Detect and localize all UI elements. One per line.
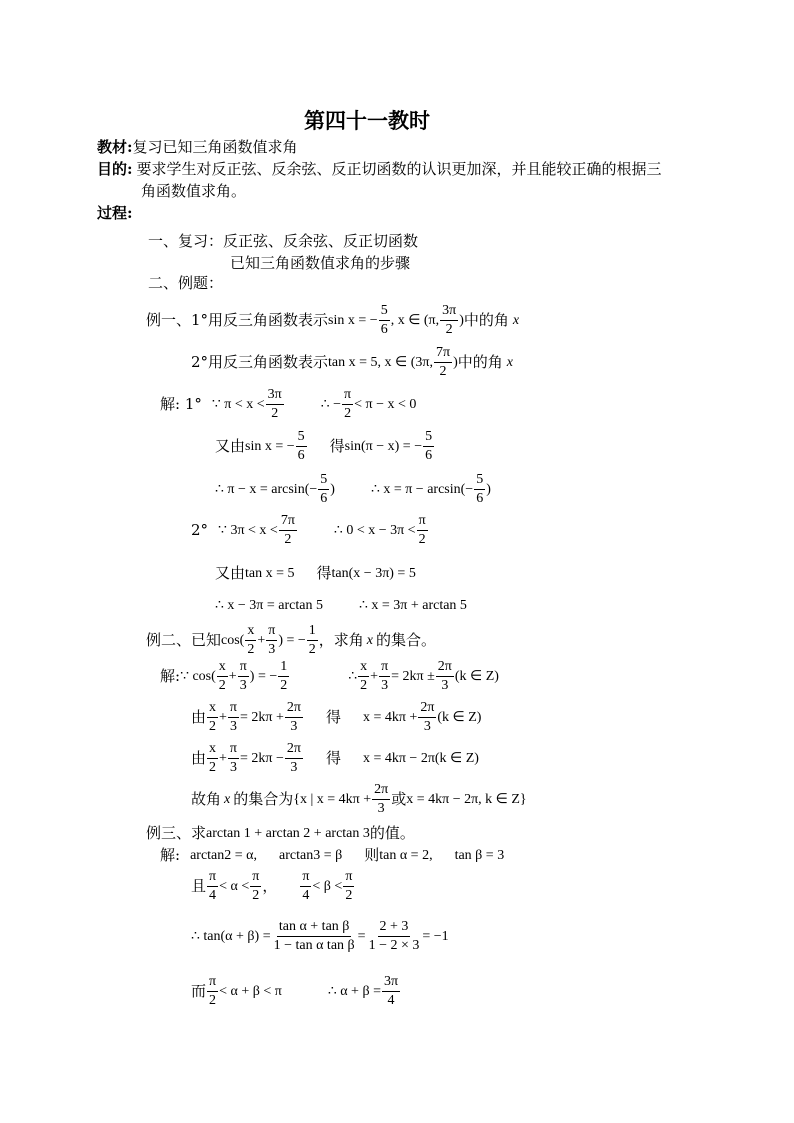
ex1-s3-math-3: ∴ x = π − arcsin(− xyxy=(370,481,474,497)
ex1-s1-label: 解: 1° xyxy=(160,395,202,413)
fraction-denominator: 2 xyxy=(418,532,426,547)
ex2-l1-pre: 例二、已知 xyxy=(146,631,222,649)
fraction-numerator: 7π xyxy=(434,346,452,363)
ex2-s1-frac-3 xyxy=(278,660,289,693)
ex1-l1-pre: 例一、1°用反三角函数表示 xyxy=(146,311,329,329)
fraction-denominator: 2 xyxy=(445,322,453,337)
ex1-solution-6 xyxy=(215,599,467,613)
ex1-l1-math: sin x = − xyxy=(328,312,378,328)
ex2-s2-pre: 由 xyxy=(191,708,207,726)
fraction-numerator: π xyxy=(228,701,239,718)
ex3-s3-frac-2 xyxy=(367,920,422,953)
ex2-s1-math-2: + xyxy=(228,668,237,684)
ex3-solution-3 xyxy=(191,920,449,953)
ex1-l2-var: x xyxy=(506,354,513,370)
ex1-solution-1 xyxy=(160,388,416,421)
ex1-s5-math-2: tan(x − 3π) = 5 xyxy=(331,565,416,581)
ex3-l1-post: 的值。 xyxy=(369,824,415,842)
ex3-s4-math: < α + β < π xyxy=(219,983,282,999)
fraction-numerator: 2π xyxy=(436,660,454,677)
ex2-s4-mid: 的集合为 xyxy=(233,790,294,808)
ex2-s4-or: 或 xyxy=(391,790,407,808)
ex2-s2-math-2: = 2kπ + xyxy=(240,709,284,725)
ex2-l1-frac-3 xyxy=(307,624,318,657)
ex2-s1-frac-2 xyxy=(238,660,249,693)
fraction-denominator: 3 xyxy=(268,642,276,657)
aim-line xyxy=(97,162,662,177)
fraction-denominator: 3 xyxy=(229,719,237,734)
fraction-numerator: x xyxy=(207,701,218,718)
fraction-denominator: 2 xyxy=(252,888,260,903)
ex1-s5-math: tan x = 5 xyxy=(245,565,295,581)
fraction-denominator: 2 xyxy=(280,678,288,693)
ex2-s2-math: + xyxy=(219,709,227,725)
fraction-denominator: 2 xyxy=(284,532,292,547)
fraction-numerator: π xyxy=(207,975,218,992)
outline-item-1-sub: 已知三角函数值求角的步骤 xyxy=(230,254,411,272)
ex2-s3-mid: 得 xyxy=(325,749,341,767)
ex3-solution-4 xyxy=(191,975,401,1008)
ex3-s3-math-3: = −1 xyxy=(422,928,449,944)
fraction-denominator: 6 xyxy=(320,491,328,506)
ex1-line-2 xyxy=(191,346,513,379)
ex1-s2-mid: 得 xyxy=(329,437,345,455)
fraction-denominator: 2 xyxy=(209,719,217,734)
ex3-s1-label: 解: xyxy=(160,846,181,864)
ex1-s1-frac-1 xyxy=(266,388,284,421)
ex3-l1-math: arctan 1 + arctan 2 + arctan 3 xyxy=(206,825,370,841)
ex3-s2-frac-4 xyxy=(343,870,354,903)
ex2-s3-frac-3 xyxy=(285,742,303,775)
fraction-numerator: 3π xyxy=(382,975,400,992)
fraction-denominator: 2 xyxy=(439,364,447,379)
ex2-line-1 xyxy=(146,624,436,657)
page-title: 第四十一教时 xyxy=(304,108,430,133)
fraction-numerator: x xyxy=(217,660,228,677)
fraction-numerator: 5 xyxy=(474,473,485,490)
ex3-s4-frac-1 xyxy=(207,975,218,1008)
ex3-s2-math-2: < β < xyxy=(312,878,343,894)
ex2-s3-math-3: x = 4kπ − 2π(k ∈ Z) xyxy=(362,750,479,766)
fraction-denominator: 6 xyxy=(380,322,388,337)
ex1-s2-pre: 又由 xyxy=(215,437,246,455)
fraction-denominator: 1 − 2 × 3 xyxy=(368,938,420,953)
ex2-s1-math-3: ) = − xyxy=(249,668,278,684)
ex1-l1-math-2: , x ∈ (π, xyxy=(390,312,440,328)
ex1-solution-5 xyxy=(215,566,416,581)
fraction-denominator: 3 xyxy=(290,760,298,775)
fraction-numerator: π xyxy=(342,388,353,405)
ex2-s2-frac-2 xyxy=(228,701,239,734)
ex2-s2-frac-3 xyxy=(285,701,303,734)
fraction-numerator: π xyxy=(343,870,354,887)
process-label: 过程: xyxy=(97,204,133,222)
ex3-s2-pre: 且 xyxy=(191,877,207,895)
fraction-denominator: 1 − tan α tan β xyxy=(273,938,355,953)
ex1-s2-frac-2 xyxy=(423,430,434,463)
fraction-denominator: 4 xyxy=(209,888,217,903)
ex2-s4-math: {x | x = 4kπ + xyxy=(293,791,372,807)
ex2-l1-frac-1 xyxy=(245,624,256,657)
outline-item-1: 一、复习：反正弦、反余弦、反正切函数 xyxy=(148,232,419,250)
ex3-s2-frac-3 xyxy=(300,870,311,903)
ex1-s2-frac-1 xyxy=(296,430,307,463)
ex2-s1-frac-5 xyxy=(379,660,390,693)
ex2-l1-post2: 的集合。 xyxy=(376,631,437,649)
ex2-s1-math-4: ∴ xyxy=(348,668,358,684)
ex1-l1-frac-1 xyxy=(379,304,390,337)
fraction-numerator: 5 xyxy=(379,304,390,321)
ex1-solution-2 xyxy=(215,430,435,463)
fraction-numerator: π xyxy=(207,870,218,887)
fraction-denominator: 2 xyxy=(218,678,226,693)
ex3-s3-frac-1 xyxy=(272,920,357,953)
ex1-l2-math: tan x = 5, x ∈ (3π, xyxy=(328,354,433,370)
ex1-line-1 xyxy=(146,304,519,337)
ex2-solution-2 xyxy=(191,701,481,734)
fraction-numerator: π xyxy=(379,660,390,677)
ex3-s1-math: arctan2 = α, xyxy=(190,847,257,863)
fraction-numerator: 2π xyxy=(372,783,390,800)
ex2-solution-1 xyxy=(160,660,499,693)
ex2-s4-var: x xyxy=(224,791,231,807)
ex3-s4-math-2: ∴ α + β = xyxy=(327,983,381,999)
fraction-denominator: 4 xyxy=(302,888,310,903)
ex1-l1-frac-2 xyxy=(440,304,458,337)
fraction-denominator: 6 xyxy=(297,448,305,463)
ex3-s1-math-3: tan α = 2, xyxy=(379,847,433,863)
ex1-s2-math-2: sin(π − x) = − xyxy=(344,438,423,454)
fraction-denominator: 6 xyxy=(425,448,433,463)
ex3-s2-frac-1 xyxy=(207,870,218,903)
fraction-numerator: π xyxy=(238,660,249,677)
ex2-s3-frac-2 xyxy=(228,742,239,775)
ex1-l1-post: 中的角 xyxy=(463,311,509,329)
ex1-s1-math: ∵ π < x < xyxy=(211,396,265,412)
fraction-numerator: 2 + 3 xyxy=(378,920,411,937)
ex2-s1-frac-4 xyxy=(358,660,369,693)
ex2-l1-math-2: + xyxy=(257,632,266,648)
fraction-numerator: x xyxy=(245,624,256,641)
fraction-numerator: π xyxy=(266,624,277,641)
ex3-s2-math: < α < xyxy=(219,878,250,894)
ex1-s5-pre: 又由 xyxy=(215,564,246,582)
fraction-denominator: 3 xyxy=(381,678,389,693)
ex3-s2-comma: ， xyxy=(262,877,278,895)
ex2-s4-frac xyxy=(372,783,390,816)
ex2-l1-post: ，求角 xyxy=(318,631,364,649)
aim-label: 目的: xyxy=(97,160,133,178)
fraction-denominator: 2 xyxy=(247,642,255,657)
ex1-s1-math-3: < π − x < 0 xyxy=(354,396,417,412)
material-label: 教材: xyxy=(97,138,133,156)
ex1-s4-math-2: ∴ 0 < x − 3π < xyxy=(333,522,416,538)
ex2-s1-label: 解: xyxy=(160,667,181,685)
ex2-s3-math: + xyxy=(219,750,227,766)
ex2-l1-math-3: ) = − xyxy=(278,632,306,648)
ex1-s4-math: ∵ 3π < x < xyxy=(218,522,278,538)
fraction-numerator: 3π xyxy=(266,388,284,405)
fraction-denominator: 2 xyxy=(271,406,279,421)
fraction-numerator: tan α + tan β xyxy=(277,920,352,937)
ex2-s2-frac-4 xyxy=(418,701,436,734)
ex2-s2-math-3: x = 4kπ + xyxy=(362,709,418,725)
ex3-s3-math: ∴ tan(α + β) = xyxy=(191,928,271,944)
fraction-denominator: 6 xyxy=(476,491,484,506)
ex2-s1-math-6: = 2kπ ± xyxy=(391,668,435,684)
material-line xyxy=(97,140,298,155)
ex2-s4-math-2: x = 4kπ − 2π, k ∈ Z} xyxy=(406,791,527,807)
fraction-numerator: 2π xyxy=(418,701,436,718)
fraction-numerator: 1 xyxy=(307,624,318,641)
ex1-s3-frac-2 xyxy=(474,473,485,506)
fraction-denominator: 4 xyxy=(387,993,395,1008)
ex3-s1-math-2: arctan3 = β xyxy=(279,847,343,863)
material-text: 复习已知三角函数值求角 xyxy=(132,138,298,156)
fraction-numerator: 2π xyxy=(285,742,303,759)
fraction-numerator: 5 xyxy=(296,430,307,447)
ex2-s1-math-5: + xyxy=(370,668,379,684)
ex1-l1-var: x xyxy=(512,312,520,328)
ex1-l1-math-3: ) xyxy=(459,312,464,328)
ex2-s1-frac-6 xyxy=(436,660,454,693)
ex1-s6-math-2: ∴ x = 3π + arctan 5 xyxy=(358,598,467,613)
fraction-denominator: 3 xyxy=(229,760,237,775)
fraction-denominator: 2 xyxy=(360,678,368,693)
fraction-numerator: 1 xyxy=(278,660,289,677)
fraction-denominator: 2 xyxy=(308,642,316,657)
ex1-l2-frac xyxy=(434,346,452,379)
fraction-denominator: 3 xyxy=(423,719,431,734)
fraction-numerator: π xyxy=(250,870,261,887)
fraction-numerator: x xyxy=(207,742,218,759)
ex3-s2-frac-2 xyxy=(250,870,261,903)
ex2-s1-math: ∵ cos( xyxy=(180,668,216,684)
ex2-l1-math: cos( xyxy=(221,632,245,648)
ex2-s4-pre: 故角 xyxy=(191,790,222,808)
fraction-denominator: 2 xyxy=(209,760,217,775)
ex1-l2-pre: 2°用反三角函数表示 xyxy=(191,353,329,371)
fraction-numerator: 5 xyxy=(318,473,329,490)
aim-line-2: 角函数值求角。 xyxy=(141,182,247,200)
ex2-s2-frac-1 xyxy=(207,701,218,734)
ex1-s3-frac-1 xyxy=(318,473,329,506)
ex3-solution-1 xyxy=(160,848,504,863)
fraction-denominator: 2 xyxy=(209,993,217,1008)
fraction-denominator: 3 xyxy=(377,801,385,816)
ex2-solution-3 xyxy=(191,742,479,775)
ex1-s4-label: 2° xyxy=(191,521,209,539)
fraction-numerator: 3π xyxy=(440,304,458,321)
fraction-numerator: 7π xyxy=(279,514,297,531)
ex2-s3-math-2: = 2kπ − xyxy=(240,750,284,766)
ex3-s1-math-4: tan β = 3 xyxy=(454,847,505,863)
ex2-s3-frac-1 xyxy=(207,742,218,775)
ex3-solution-2 xyxy=(191,870,355,903)
ex2-s1-math-7: (k ∈ Z) xyxy=(454,668,499,684)
ex2-s2-mid: 得 xyxy=(325,708,341,726)
ex2-l1-frac-2 xyxy=(266,624,277,657)
ex1-s5-mid: 得 xyxy=(316,564,332,582)
fraction-numerator: 5 xyxy=(423,430,434,447)
fraction-denominator: 3 xyxy=(441,678,449,693)
ex1-s2-math: sin x = − xyxy=(245,438,295,454)
fraction-numerator: 2π xyxy=(285,701,303,718)
ex2-s3-pre: 由 xyxy=(191,749,207,767)
ex2-l1-var: x xyxy=(366,632,374,648)
fraction-numerator: π xyxy=(300,870,311,887)
ex2-s1-frac-1 xyxy=(217,660,228,693)
fraction-denominator: 3 xyxy=(290,719,298,734)
outline-item-2: 二、例题： xyxy=(148,274,224,292)
ex1-s1-math-2: ∴ − xyxy=(320,396,342,412)
ex1-s4-frac-1 xyxy=(279,514,297,547)
fraction-denominator: 2 xyxy=(344,406,352,421)
fraction-denominator: 3 xyxy=(239,678,247,693)
aim-text: 要求学生对反正弦、反余弦、反正切函数的认识更加深，并且能较正确的根据三 xyxy=(136,160,662,178)
ex1-solution-4 xyxy=(191,514,429,547)
ex1-l2-math-2: ) xyxy=(453,354,458,370)
fraction-numerator: x xyxy=(358,660,369,677)
ex1-s1-frac-2 xyxy=(342,388,353,421)
ex1-l2-post: 中的角 xyxy=(457,353,503,371)
fraction-denominator: 2 xyxy=(345,888,353,903)
ex1-solution-3 xyxy=(215,473,491,506)
ex3-s4-pre: 而 xyxy=(191,982,207,1000)
ex1-s6-math: ∴ x − 3π = arctan 5 xyxy=(215,598,323,613)
ex3-line-1 xyxy=(146,826,415,841)
ex1-s3-math-4: ) xyxy=(486,481,491,497)
ex3-s1-mid: 则 xyxy=(364,846,380,864)
fraction-numerator: π xyxy=(417,514,428,531)
ex2-solution-4 xyxy=(191,783,527,816)
ex3-s3-math-2: = xyxy=(357,928,366,944)
ex1-s4-frac-2 xyxy=(417,514,428,547)
ex1-s3-math: ∴ π − x = arcsin(− xyxy=(215,481,318,497)
ex2-s2-math-4: (k ∈ Z) xyxy=(437,709,482,725)
ex1-s3-math-2: ) xyxy=(330,481,335,497)
fraction-numerator: π xyxy=(228,742,239,759)
ex3-s4-frac-2 xyxy=(382,975,400,1008)
ex3-l1-pre: 例三、求 xyxy=(146,824,207,842)
